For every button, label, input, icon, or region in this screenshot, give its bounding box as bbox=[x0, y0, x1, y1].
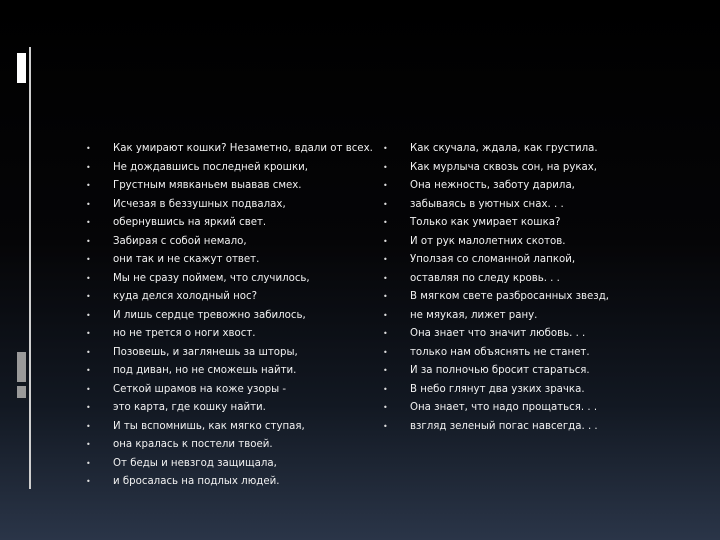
poem-left-line-text: куда делся холодный нос? bbox=[113, 291, 258, 302]
bullet-icon: • bbox=[86, 181, 91, 190]
poem-left-line-text: Не дождавшись последней крошки, bbox=[113, 161, 308, 173]
poem-right-line bbox=[383, 196, 703, 215]
bullet-icon: • bbox=[383, 366, 388, 375]
bullet-icon: • bbox=[86, 273, 91, 283]
poem-left-line bbox=[86, 325, 366, 344]
poem-right-line-text: В небо глянут два узких зрачка. bbox=[410, 383, 585, 395]
bullet-icon: • bbox=[383, 310, 388, 320]
poem-left-line bbox=[86, 140, 373, 159]
poem-left-line bbox=[86, 177, 366, 196]
poem-right-column bbox=[383, 140, 703, 436]
bullet-icon: • bbox=[383, 273, 388, 283]
poem-right-line-text: Она нежность, заботу дарила, bbox=[410, 180, 575, 191]
poem-right-line-text: оставляя по следу кровь. . . bbox=[410, 272, 560, 284]
bullet-icon: • bbox=[383, 347, 388, 357]
bullet-icon: • bbox=[383, 255, 388, 264]
bullet-icon: • bbox=[86, 255, 91, 264]
poem-right-line-text: Уползая со сломанной лапкой, bbox=[410, 254, 576, 265]
poem-right-line bbox=[383, 233, 703, 252]
poem-left-line-text: Сеткой шрамов на коже узоры - bbox=[113, 383, 287, 395]
poem-left-line bbox=[86, 270, 366, 289]
bullet-icon: • bbox=[86, 477, 91, 486]
poem-left-line bbox=[86, 399, 366, 418]
poem-left-line bbox=[86, 418, 366, 437]
poem-left-line bbox=[86, 233, 366, 252]
poem-right-line bbox=[383, 251, 703, 270]
poem-right-line-text: забываясь в уютных снах. . . bbox=[410, 198, 564, 210]
bullet-icon: • bbox=[383, 199, 388, 209]
poem-right-line-text: Как скучала, ждала, как грустила. bbox=[410, 143, 598, 154]
poem-right-line bbox=[383, 140, 703, 159]
poem-right-line bbox=[383, 270, 703, 289]
bullet-icon: • bbox=[86, 421, 91, 431]
poem-right-line bbox=[383, 288, 703, 307]
poem-left-line-text: Как умирают кошки? Незаметно, вдали от всех. bbox=[113, 143, 373, 154]
poem-left-line bbox=[86, 214, 366, 233]
poem-right-line-text: Как мурлыча сквозь сон, на руках, bbox=[410, 161, 598, 173]
poem-left-line bbox=[86, 362, 366, 381]
poem-right-line bbox=[383, 399, 703, 418]
poem-left-line-text: От беды и невзгод защищала, bbox=[113, 457, 277, 469]
poem-right-line-text: Она знает, что надо прощаться. . . bbox=[410, 402, 598, 413]
bullet-icon: • bbox=[86, 144, 91, 153]
poem-right-line bbox=[383, 344, 703, 363]
poem-left-line bbox=[86, 307, 366, 326]
poem-left-line bbox=[86, 455, 366, 474]
poem-right-line bbox=[383, 307, 703, 326]
bullet-icon: • bbox=[86, 458, 91, 468]
bullet-icon: • bbox=[86, 310, 91, 320]
bullet-icon: • bbox=[383, 144, 388, 153]
poem-right-line-text: только нам объяснять не станет. bbox=[410, 346, 590, 358]
bullet-icon: • bbox=[86, 403, 91, 412]
poem-right-line-text: Она знает что значит любовь. . . bbox=[410, 328, 586, 339]
poem-right-line bbox=[383, 362, 703, 381]
bullet-icon: • bbox=[383, 236, 388, 246]
poem-left-line-text: Забирая с собой немало, bbox=[113, 235, 247, 247]
decorative-gray-block bbox=[17, 352, 26, 382]
decorative-vertical-bar bbox=[29, 47, 31, 489]
bullet-icon: • bbox=[86, 384, 91, 394]
poem-left-line-text: Позовешь, и заглянешь за шторы, bbox=[113, 346, 298, 358]
bullet-icon: • bbox=[383, 329, 388, 338]
poem-right-line-text: Только как умирает кошка? bbox=[410, 217, 561, 228]
poem-right-line-text: взгляд зеленый погас навсегда. . . bbox=[410, 420, 598, 432]
poem-left-line bbox=[86, 196, 366, 215]
bullet-icon: • bbox=[383, 421, 388, 431]
poem-left-line bbox=[86, 251, 366, 270]
bullet-icon: • bbox=[86, 218, 91, 227]
poem-left-line-text: И ты вспомнишь, как мягко ступая, bbox=[113, 420, 305, 432]
poem-right-line bbox=[383, 177, 703, 196]
poem-left-line bbox=[86, 473, 366, 492]
poem-right-line bbox=[383, 214, 703, 233]
poem-left-line bbox=[86, 381, 366, 400]
poem-left-line-text: обернувшись на яркий свет. bbox=[113, 217, 267, 228]
poem-left-line-text: и бросалась на подлых людей. bbox=[113, 476, 280, 487]
poem-left-line bbox=[86, 159, 366, 178]
poem-left-line-text: И лишь сердце тревожно забилось, bbox=[113, 309, 306, 321]
poem-left-line-text: она кралась к постели твоей. bbox=[113, 439, 273, 450]
bullet-icon: • bbox=[383, 162, 388, 172]
poem-left-line-text: это карта, где кошку найти. bbox=[113, 402, 266, 413]
poem-right-line bbox=[383, 325, 703, 344]
poem-left-column bbox=[86, 140, 373, 492]
poem-left-line-text: они так и не скажут ответ. bbox=[113, 254, 260, 265]
bullet-icon: • bbox=[86, 292, 91, 301]
bullet-icon: • bbox=[86, 366, 91, 375]
poem-right-line-text: В мягком свете разбросанных звезд, bbox=[410, 291, 609, 302]
poem-right-line bbox=[383, 381, 703, 400]
bullet-icon: • bbox=[383, 218, 388, 227]
poem-left-line-text: под диван, но не сможешь найти. bbox=[113, 365, 297, 376]
bullet-icon: • bbox=[383, 403, 388, 412]
bullet-icon: • bbox=[86, 199, 91, 209]
decorative-white-block bbox=[17, 53, 26, 83]
poem-right-line bbox=[383, 418, 703, 437]
bullet-icon: • bbox=[86, 162, 91, 172]
bullet-icon: • bbox=[86, 329, 91, 338]
bullet-icon: • bbox=[86, 440, 91, 449]
poem-left-line bbox=[86, 344, 366, 363]
poem-left-line-text: но не трется о ноги хвост. bbox=[113, 328, 256, 339]
poem-right-line-text: И от рук малолетних скотов. bbox=[410, 235, 566, 247]
bullet-icon: • bbox=[383, 384, 388, 394]
poem-right-line-text: И за полночью бросит стараться. bbox=[410, 365, 590, 376]
poem-left-line-text: Мы не сразу поймем, что случилось, bbox=[113, 272, 310, 284]
bullet-icon: • bbox=[86, 236, 91, 246]
poem-left-line bbox=[86, 436, 366, 455]
poem-left-line bbox=[86, 288, 366, 307]
bullet-icon: • bbox=[383, 181, 388, 190]
decorative-gray-block-small bbox=[17, 386, 26, 398]
poem-right-line bbox=[383, 159, 703, 178]
poem-left-line-text: Исчезая в беззушных подвалах, bbox=[113, 198, 286, 210]
poem-left-line-text: Грустным мявканьем выавав смех. bbox=[113, 180, 302, 191]
poem-right-line-text: не мяукая, лижет рану. bbox=[410, 309, 538, 321]
bullet-icon: • bbox=[383, 292, 388, 301]
bullet-icon: • bbox=[86, 347, 91, 357]
